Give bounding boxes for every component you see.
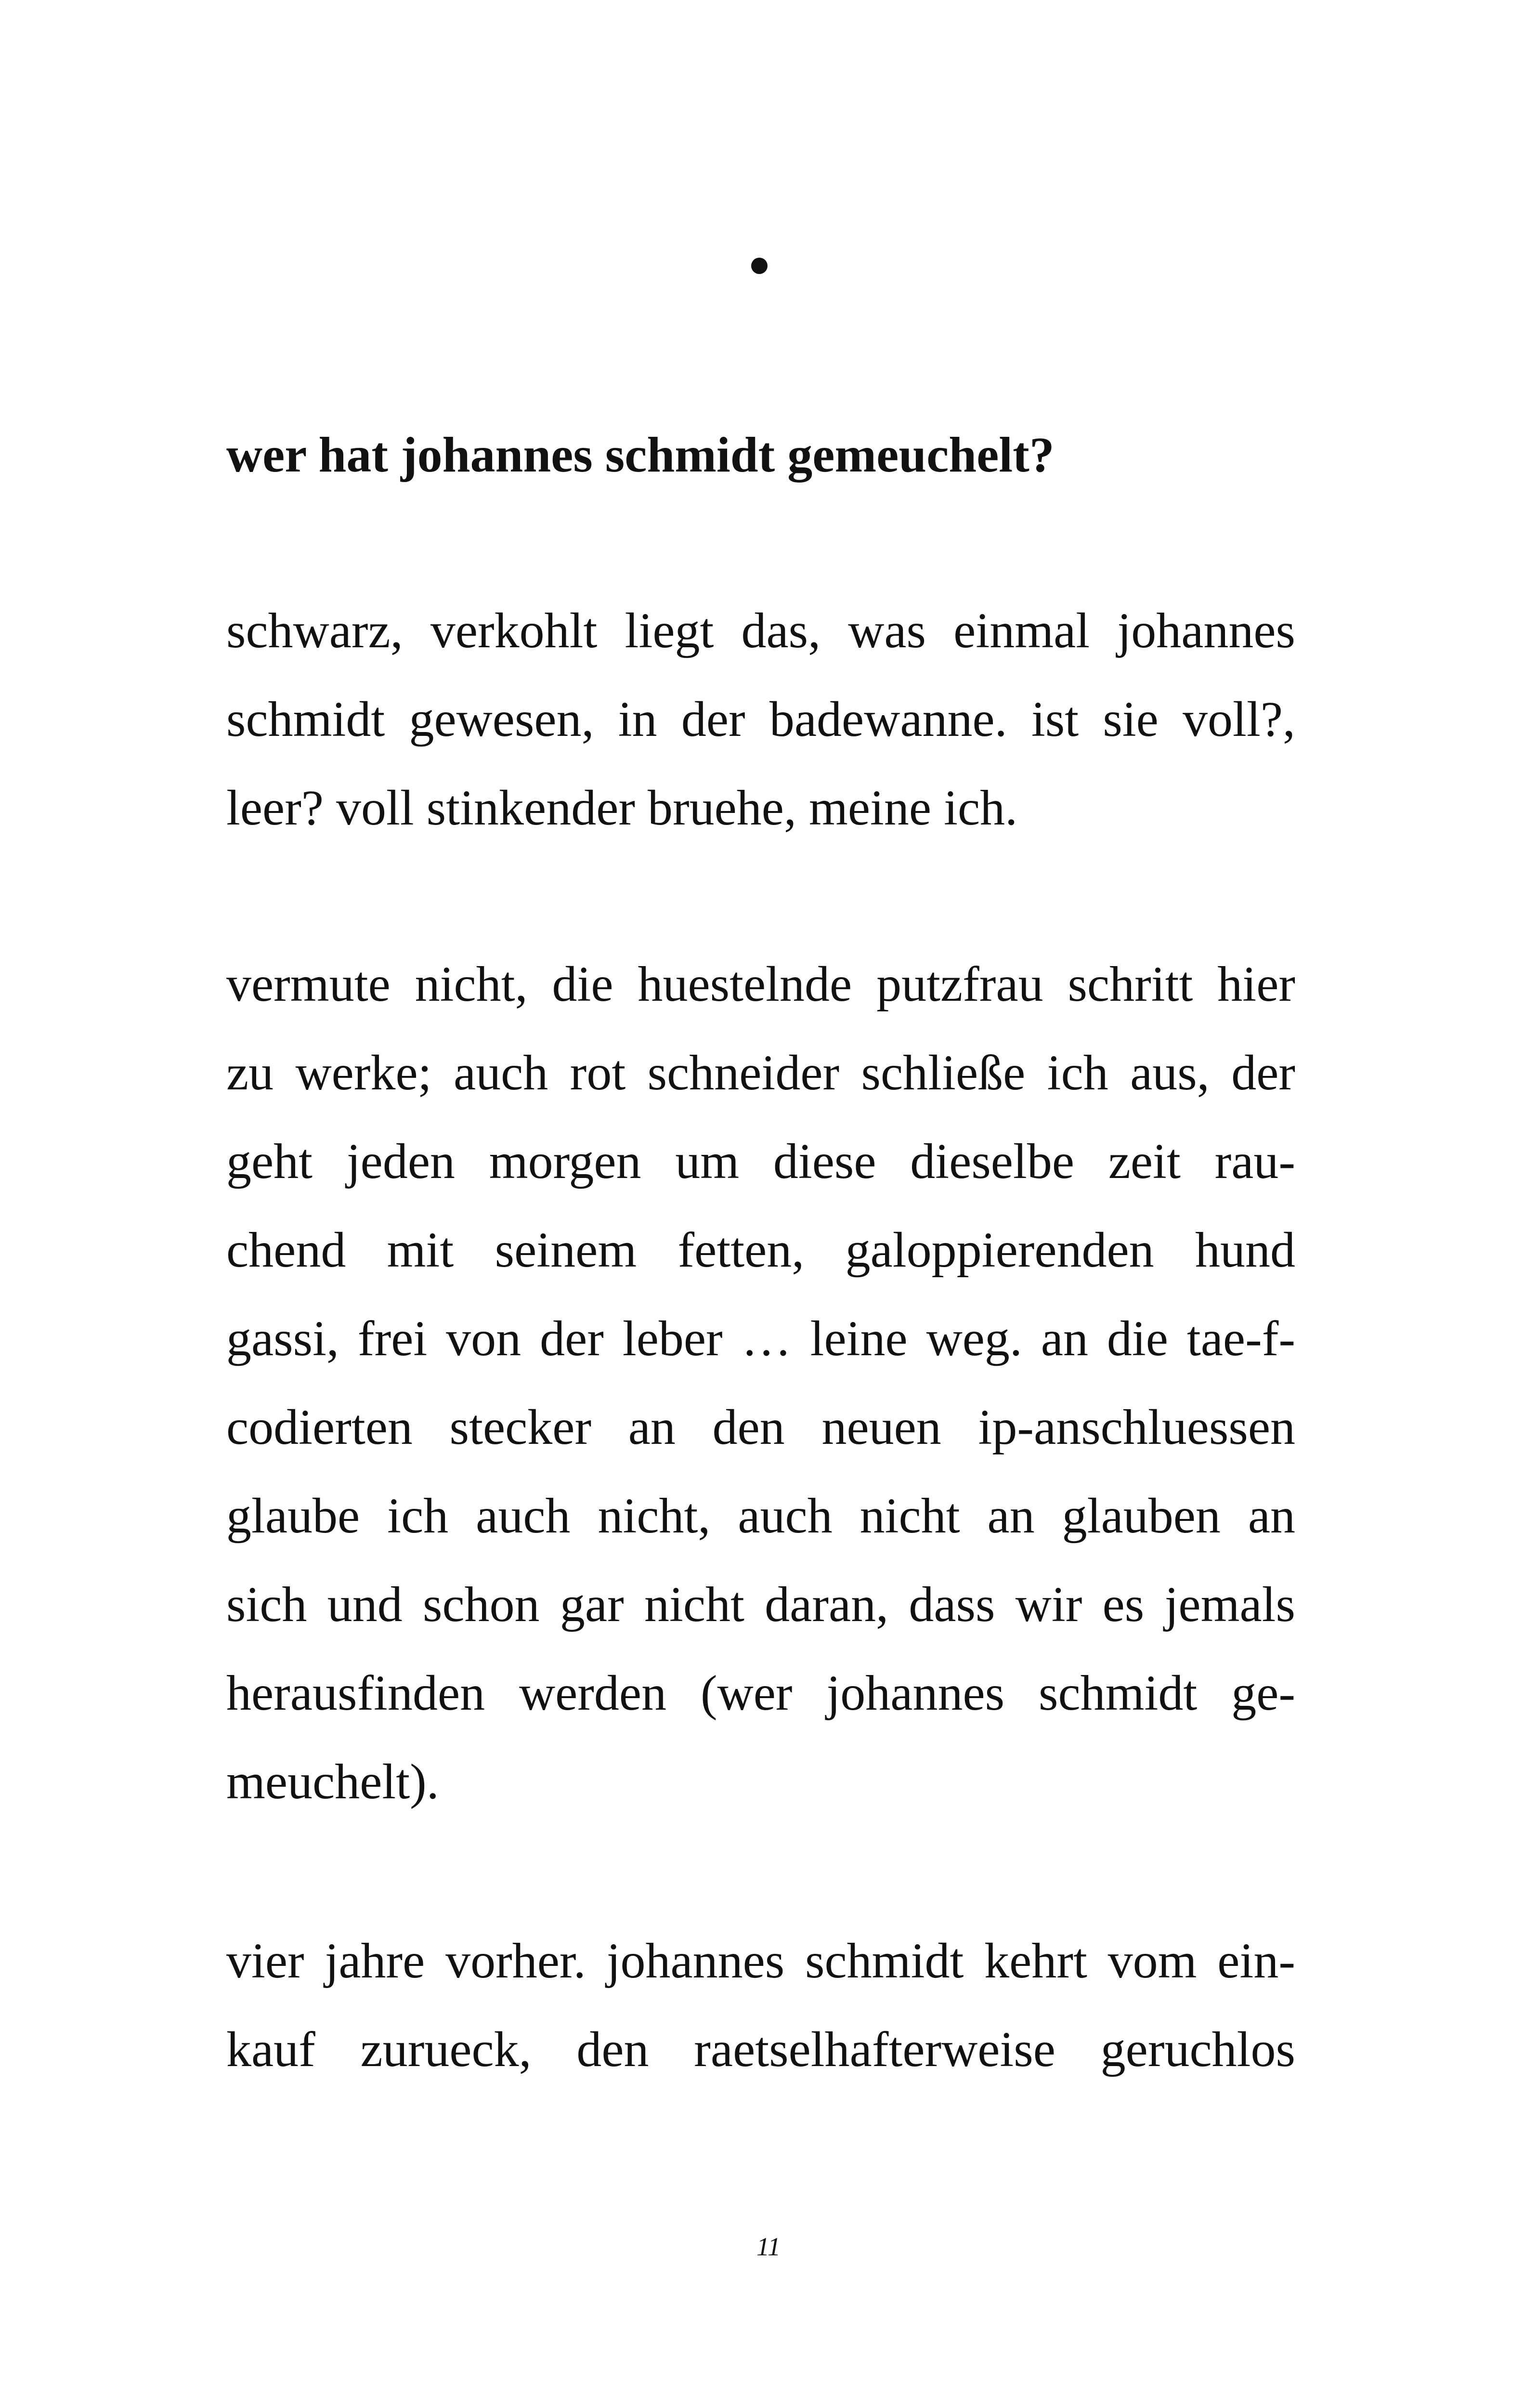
paragraph-line: codierten stecker an den neuen ip-anschluessen xyxy=(226,1400,1295,1455)
paragraph-line: geht jeden morgen um diese dieselbe zeit rau- xyxy=(226,1134,1295,1189)
paragraph-line: vermute nicht, die huestelnde putzfrau schritt hier xyxy=(226,956,1295,1012)
paragraph-line: gassi, frei von der leber … leine weg. an die tae-f- xyxy=(226,1311,1295,1366)
paragraph-line: glaube ich auch nicht, auch nicht an glauben an xyxy=(226,1488,1295,1544)
paragraph-line: herausfinden werden (wer johannes schmidt ge- xyxy=(226,1665,1295,1721)
page-number: 11 xyxy=(756,2232,781,2261)
paragraph-line: kauf zurueck, den raetselhafterweise geruchlos xyxy=(226,2022,1295,2077)
paragraph-line: schwarz, verkohlt liegt das, was einmal johannes xyxy=(226,603,1295,658)
paragraph-line: vier jahre vorher. johannes schmidt kehrt vom ein- xyxy=(226,1933,1295,1989)
paragraph-3 xyxy=(226,1917,1295,2094)
paragraph-2 xyxy=(226,940,1295,1826)
paragraph-line: leer? voll stinkender bruehe, meine ich. xyxy=(226,780,1018,836)
paragraph-line: schmidt gewesen, in der badewanne. ist sie voll?, xyxy=(226,692,1295,747)
paragraph-1 xyxy=(226,587,1295,852)
paragraph-line: chend mit seinem fetten, galoppierenden hund xyxy=(226,1222,1295,1278)
bullet-ornament-icon xyxy=(751,258,768,274)
paragraph-line: meuchelt). xyxy=(226,1754,439,1809)
paragraph-line: zu werke; auch rot schneider schließe ich aus, der xyxy=(226,1045,1295,1100)
chapter-heading: wer hat johannes schmidt gemeuchelt? xyxy=(226,427,1055,483)
paragraph-line: sich und schon gar nicht daran, dass wir es jemals xyxy=(226,1577,1295,1632)
